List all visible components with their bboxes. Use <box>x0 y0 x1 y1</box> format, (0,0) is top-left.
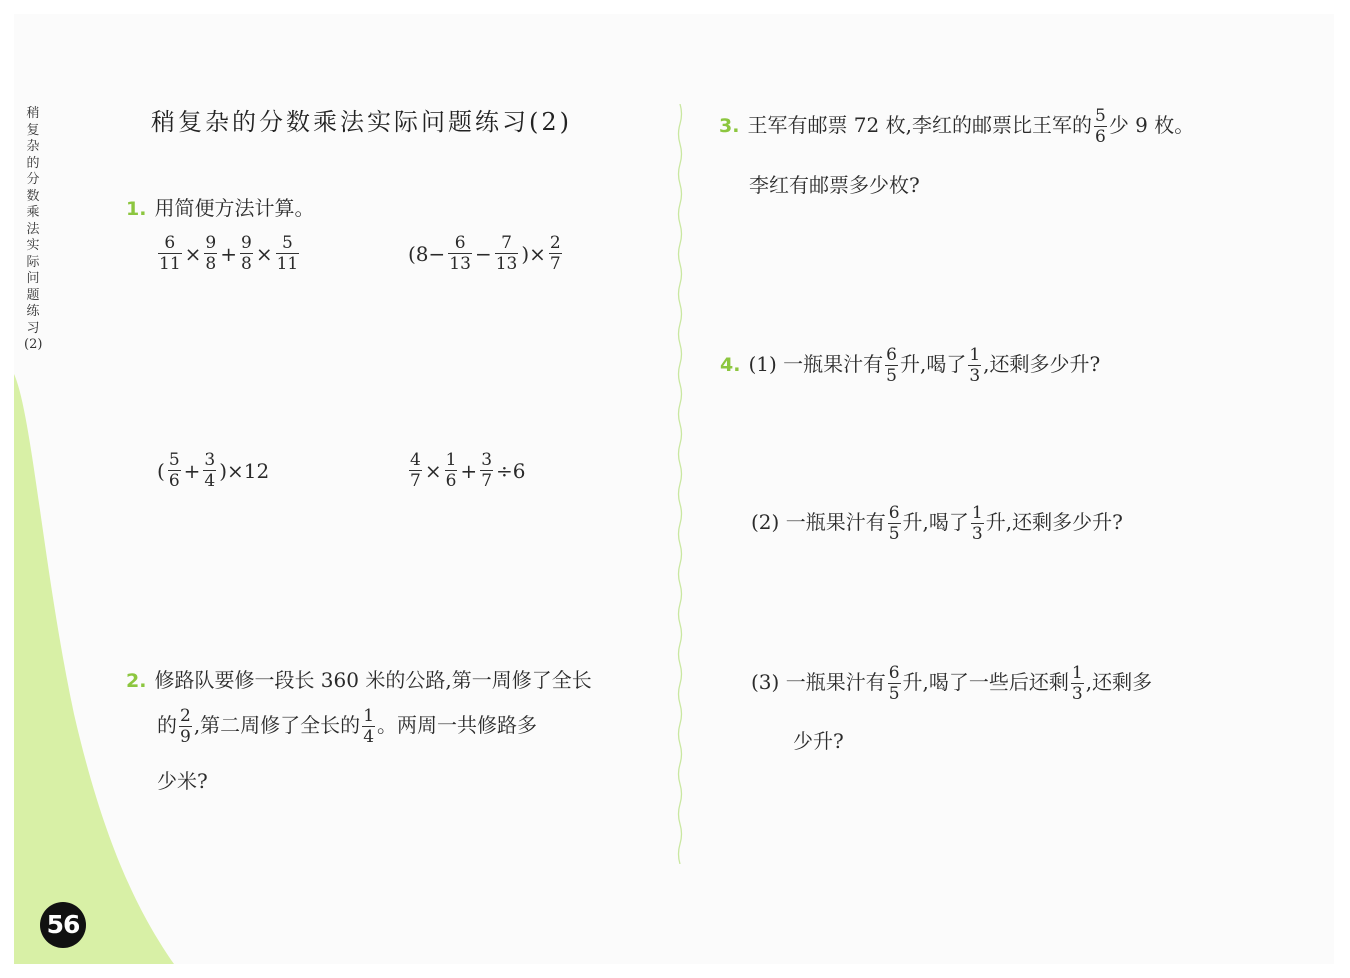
fraction: $\frac{5}{11}$ <box>276 233 299 274</box>
fraction: $\frac{6}{13}$ <box>449 233 471 274</box>
fraction: $\frac{6}{5}$ <box>888 503 900 544</box>
fraction: $\frac{1}{6}$ <box>445 450 457 491</box>
q3-line-1: 3. 王军有邮票 72 枚,李红的邮票比王军的 $\frac{5}{6}$ 少 9 枚。 <box>719 106 1195 147</box>
q1-expression-4: $\frac{4}{7}$ × $\frac{1}{6}$ + $\frac{3}{7}$ ÷6 <box>410 450 526 491</box>
q3-number: 3. <box>719 115 740 137</box>
fraction: $\frac{2}{9}$ <box>180 706 191 747</box>
q1-number: 1. <box>126 198 147 220</box>
page-title: 稍复杂的分数乘法实际问题练习(2) <box>151 108 572 136</box>
fraction: $\frac{2}{7}$ <box>549 233 561 274</box>
fraction: $\frac{5}{6}$ <box>1094 106 1106 147</box>
q4-part-2: (2) 一瓶果汁有 $\frac{6}{5}$ 升,喝了 $\frac{1}{3}$ 升,还剩多少升? <box>751 503 1123 544</box>
side-title: 稍复杂的分数乘法实际问题练习(2) <box>24 106 43 352</box>
q4-part-3: (3) 一瓶果汁有 $\frac{6}{5}$ 升,喝了一些后还剩 $\frac{1}{3}$ ,还剩多 <box>751 663 1153 704</box>
page-number-badge: 56 <box>40 902 86 948</box>
fraction: $\frac{3}{7}$ <box>481 450 493 491</box>
fraction: $\frac{6}{5}$ <box>888 663 900 704</box>
q1-expression-3: ( $\frac{5}{6}$ + $\frac{3}{4}$ )×12 <box>157 450 270 491</box>
fraction: $\frac{9}{8}$ <box>241 233 252 274</box>
q1-expression-1: $\frac{6}{11}$ × $\frac{9}{8}$ + $\frac{9}{8}$ × $\frac{5}{11}$ <box>159 233 299 274</box>
fraction: $\frac{3}{4}$ <box>204 450 216 491</box>
fraction: $\frac{1}{3}$ <box>971 503 983 544</box>
fraction: $\frac{9}{8}$ <box>205 233 217 274</box>
q2-line-1: 2. 修路队要修一段长 360 米的公路,第一周修了全长 <box>126 668 592 692</box>
q2-number: 2. <box>126 670 147 692</box>
fraction: $\frac{7}{13}$ <box>495 233 518 274</box>
q4-part-3-line-2: 少升? <box>793 729 844 753</box>
q1-instruction: 用简便方法计算。 <box>154 196 315 220</box>
fraction: $\frac{6}{5}$ <box>886 345 897 386</box>
q3-line-2: 李红有邮票多少枚? <box>749 173 920 197</box>
q4-part-1: 4. (1) 一瓶果汁有 $\frac{6}{5}$ 升,喝了 $\frac{1}{3}$ ,还剩多少升? <box>720 345 1101 386</box>
fraction: $\frac{1}{3}$ <box>969 345 981 386</box>
workbook-page <box>14 14 1334 964</box>
fraction: $\frac{5}{6}$ <box>168 450 180 491</box>
q4-number: 4. <box>720 354 741 376</box>
page-divider <box>676 104 684 864</box>
q1-heading <box>126 192 314 221</box>
fraction: $\frac{4}{7}$ <box>410 450 421 491</box>
fraction: $\frac{6}{11}$ <box>159 233 181 274</box>
fraction: $\frac{1}{3}$ <box>1071 663 1083 704</box>
q2-line-2: 的 $\frac{2}{9}$ ,第二周修了全长的 $\frac{1}{4}$ 。两周一共修路多 <box>157 706 538 747</box>
q2-line-3: 少米? <box>157 769 208 793</box>
fraction: $\frac{1}{4}$ <box>363 706 375 747</box>
q1-expression-2: (8− $\frac{6}{13}$ − $\frac{7}{13}$ )× $\frac{2}{7}$ <box>408 233 561 274</box>
